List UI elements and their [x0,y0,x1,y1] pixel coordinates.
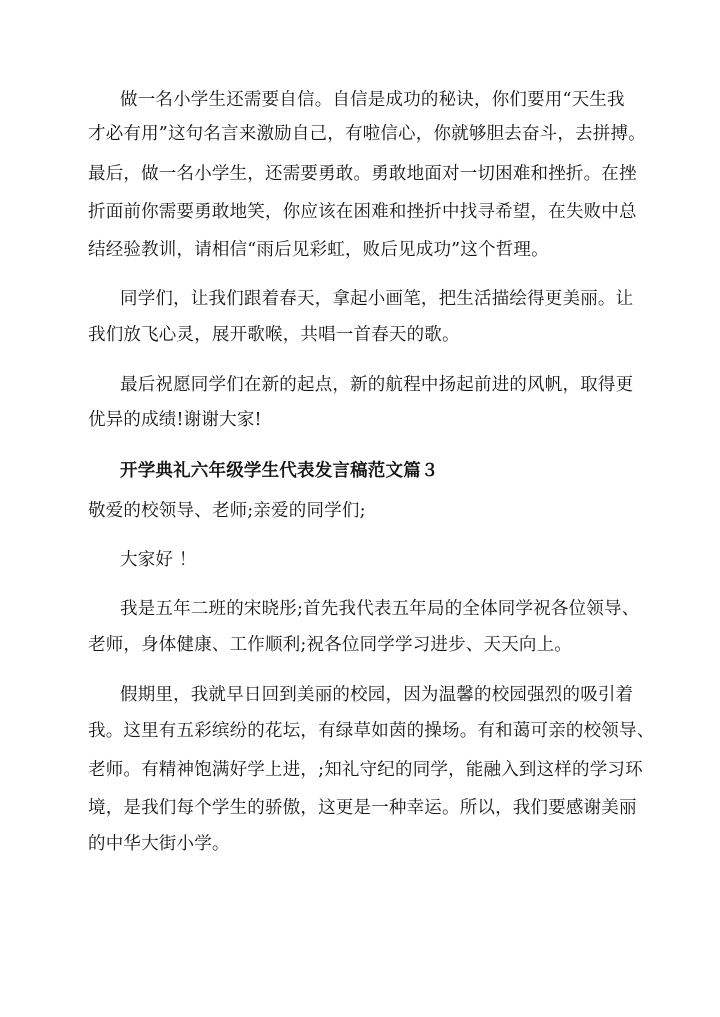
text-line-2: 才必有用”这句名言来激励自己，有啦信心，你就够胆去奋斗，去拼搏。 [88,124,646,144]
text-line-18: 境，是我们每个学生的骄傲，这更是一种幸运。所以，我们要感谢美丽 [88,798,637,818]
section-heading: 开学典礼六年级学生代表发言稿范文篇３ [120,461,439,481]
text-line-5: 结经验教训，请相信“雨后见彩虹，败后见成功”这个哲理。 [88,240,549,260]
text-line-7: 我们放飞心灵，展开歌喉，共唱一首春天的歌。 [88,325,460,345]
text-line-8: 最后祝愿同学们在新的起点，新的航程中扬起前进的风帆，取得更 [120,375,634,395]
text-line-12: 大家好 ！ [120,550,197,570]
text-line-14: 老师，身体健康、工作顺利;祝各位同学学习进步、天天向上。 [88,635,572,655]
text-line-13: 我是五年二班的宋晓彤;首先我代表五年局的全体同学祝各位领导、 [120,599,640,619]
text-line-3: 最后，做一名小学生，还需要勇敢。勇敢地面对一切困难和挫折。在挫 [88,164,637,184]
text-line-16: 我。这里有五彩缤纷的花坛，有绿草如茵的操场。有和蔼可亲的校领导、 [88,721,655,741]
text-line-9: 优异的成绩!谢谢大家! [88,410,262,430]
text-line-15: 假期里，我就早日回到美丽的校园，因为温馨的校园强烈的吸引着 [120,685,634,705]
text-line-4: 折面前你需要勇敢地笑，你应该在困难和挫折中找寻希望，在失败中总 [88,202,637,222]
text-line-6: 同学们，让我们跟着春天，拿起小画笔，把生活描绘得更美丽。让 [120,289,634,309]
text-line-1: 做一名小学生还需要自信。自信是成功的秘诀，你们要用“天生我 [120,90,625,110]
text-line-17: 老师。有精神饱满好学上进，;知礼守纪的同学，能融入到这样的学习环 [88,760,643,780]
text-line-11: 敬爱的校领导、老师;亲爱的同学们; [88,501,366,521]
text-line-19: 的中华大街小学。 [88,834,230,854]
